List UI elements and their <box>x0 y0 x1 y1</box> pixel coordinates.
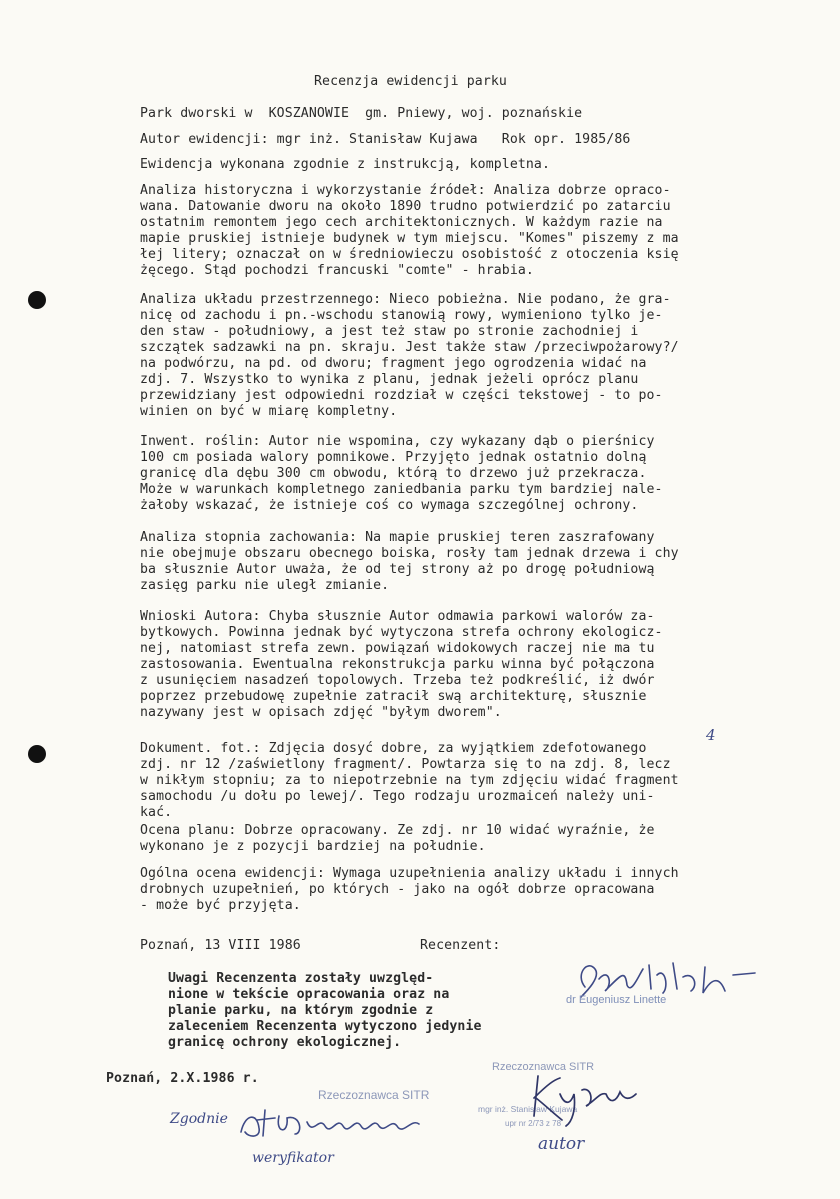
text-line: nej, natomiast strefa zewn. powiązań widokowych raczej nie ma tu <box>140 641 655 656</box>
verifier-role: weryfikator <box>252 1150 334 1166</box>
text-line: zdj. 7. Wszystko to wynika z planu, jednak jeżeli oprócz planu <box>140 372 639 387</box>
verifier-handwritten-agreement: Zgodnie <box>170 1111 228 1127</box>
compliance-line: Ewidencja wykonana zgodnie z instrukcją, kompletna. <box>140 157 551 172</box>
text-line: bytkowych. Powinna jednak być wytyczona strefa ochrony ekologicz- <box>140 625 663 640</box>
text-line: zastosowania. Ewentualna rekonstrukcja parku winna być połączona <box>140 657 655 672</box>
text-line: Inwent. roślin: Autor nie wspomina, czy wykazany dąb o pierśnicy <box>140 434 655 449</box>
text-line: wykonano je z pozycji bardziej na południe. <box>140 839 486 854</box>
text-line: nie obejmuje obszaru obecnego boiska, rosły tam jednak drzewa i chy <box>140 546 679 561</box>
text-line: drobnych uzupełnień, po których - jako na ogół dobrze opracowana <box>140 882 655 897</box>
text-line: Analiza historyczna i wykorzystanie źródeł: Analiza dobrze opraco- <box>140 183 671 198</box>
text-line: zdj. nr 12 /zaświetlony fragment/. Powtarza się to na zdj. 8, lecz <box>140 757 671 772</box>
author-line: Autor ewidencji: mgr inż. Stanisław Kujawa Rok opr. 1985/86 <box>140 132 631 147</box>
author-stamp-number: upr nr 2/73 z 78 <box>505 1119 562 1128</box>
handwritten-correction: 4 <box>706 726 716 744</box>
text-line: w nikłym stopniu; za to niepotrzebnie na tym zdjęciu widać fragment <box>140 773 679 788</box>
text-line: zasięg parku nie uległ zmianie. <box>140 578 390 593</box>
text-line: ba słusznie Autor uważa, że od tej strony aż po drogę południową <box>140 562 655 577</box>
signoff-place-date: Poznań, 13 VIII 1986 <box>140 938 301 953</box>
note-line: planie parku, na którym zgodnie z <box>168 1003 434 1018</box>
text-line: Wnioski Autora: Chyba słusznie Autor odmawia parkowi walorów za- <box>140 609 655 624</box>
text-line: wana. Datowanie dworu na około 1890 trudno potwierdzić po zatarciu <box>140 199 671 214</box>
note-line: nione w tekście opracowania oraz na <box>168 987 450 1002</box>
punch-hole-bottom <box>28 745 46 763</box>
author-stamp-name: mgr inż. Stanisław Kujawa <box>478 1104 578 1114</box>
note-line: granicę ochrony ekologicznej. <box>168 1035 402 1050</box>
text-line: - może być przyjęta. <box>140 898 301 913</box>
text-line: mapie pruskiej istnieje budynek w tym miejscu. "Komes" piszemy z ma <box>140 231 679 246</box>
reviewer-stamp: dr Eugeniusz Linette <box>566 994 667 1006</box>
text-line: z usunięciem nasadzeń topolowych. Trzeba też podkreślić, iż dwór <box>140 673 655 688</box>
text-line: nazywany jest w opisach zdjęć "byłym dworem". <box>140 705 502 720</box>
park-line: Park dworski w KOSZANOWIE gm. Pniewy, woj. poznańskie <box>140 106 583 121</box>
rzeczoznawca-stamp: Rzeczoznawca SITR <box>318 1088 430 1102</box>
author-stamp-title: Rzeczoznawca SITR <box>492 1061 595 1073</box>
text-line: łej litery; oznaczał on w średniowieczu osobistość z otoczenia księ <box>140 247 679 262</box>
text-line: Analiza układu przestrzennego: Nieco pobieżna. Nie podano, że gra- <box>140 292 671 307</box>
text-line: ostatnim remontem jego cech architektonicznych. W każdym razie na <box>140 215 663 230</box>
text-line: 100 cm posiada walory pomnikowe. Przyjęto jednak ostatnio dolną <box>140 450 647 465</box>
text-line: na podwórzu, na pd. od dworu; fragment jego ogrodzenia widać na <box>140 356 647 371</box>
note-line: Uwagi Recenzenta zostały uwzględ- <box>168 971 434 986</box>
text-line: żęcego. Stąd pochodzi francuski "comte" - hrabia. <box>140 263 534 278</box>
punch-hole-top <box>28 291 46 309</box>
text-line: Ogólna ocena ewidencji: Wymaga uzupełnienia analizy układu i innych <box>140 866 679 881</box>
text-line: żałoby wskazać, że istnieje coś co wymaga szczególnej ochrony. <box>140 498 639 513</box>
text-line: den staw - południowy, a jest też staw po stronie zachodniej i <box>140 324 639 339</box>
text-line: kać. <box>140 805 173 820</box>
text-line: granicę dla dębu 300 cm obwodu, którą to drzewo już przekracza. <box>140 466 647 481</box>
text-line: szczątek sadzawki na pn. skraju. Jest także staw /przeciwpożarowy?/ <box>140 340 679 355</box>
text-line: poprzez przebudowę zupełnie zatracił swą architekturę, słusznie <box>140 689 647 704</box>
text-line: Dokument. fot.: Zdjęcia dosyć dobre, za wyjątkiem zdefotowanego <box>140 741 647 756</box>
note-line: zaleceniem Recenzenta wytyczono jedynie <box>168 1019 482 1034</box>
reviewer-label: Recenzent: <box>420 938 501 953</box>
text-line: winien on być w miarę kompletny. <box>140 404 398 419</box>
text-line: Ocena planu: Dobrze opracowany. Ze zdj. nr 10 widać wyraźnie, że <box>140 823 655 838</box>
text-line: Może w warunkach kompletnego zaniedbania parku tym bardziej nale- <box>140 482 663 497</box>
text-line: samochodu /u dołu po lewej/. Tego rodzaju urozmaiceń należy uni- <box>140 789 655 804</box>
text-line: nicę od zachodu i pn.-wschodu stanowią rowy, wymieniono tylko je- <box>140 308 663 323</box>
text-line: Analiza stopnia zachowania: Na mapie pruskiej teren zaszrafowany <box>140 530 655 545</box>
author-handwritten-label: autor <box>538 1134 585 1154</box>
author-signature-mark <box>520 1070 660 1130</box>
text-line: przewidziany jest odpowiedni rozdział w części tekstowej - to po- <box>140 388 663 403</box>
second-date: Poznań, 2.X.1986 r. <box>106 1071 259 1086</box>
document-title: Recenzja ewidencji parku <box>314 74 507 89</box>
